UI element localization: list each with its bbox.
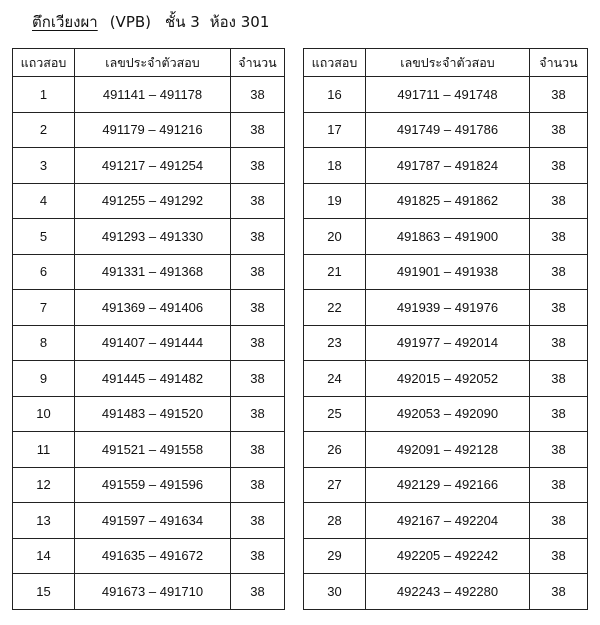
row-number-cell: 23 <box>304 325 366 361</box>
seat-range-cell: 491787 – 491824 <box>366 148 530 184</box>
table-row <box>304 503 588 539</box>
row-number-cell: 16 <box>304 77 366 113</box>
row-number-cell: 15 <box>13 574 75 610</box>
row-number-cell: 7 <box>13 290 75 326</box>
seat-range-cell: 491825 – 491862 <box>366 183 530 219</box>
count-cell: 38 <box>530 148 588 184</box>
table-row <box>304 254 588 290</box>
seat-range-cell: 491673 – 491710 <box>75 574 231 610</box>
seat-range-cell: 491293 – 491330 <box>75 219 231 255</box>
table-body-right <box>304 77 588 610</box>
count-cell: 38 <box>231 574 285 610</box>
seat-range-cell: 491369 – 491406 <box>75 290 231 326</box>
seat-range-cell: 492167 – 492204 <box>366 503 530 539</box>
table-body-left <box>13 77 285 610</box>
row-number-cell: 28 <box>304 503 366 539</box>
building-code: (VPB) <box>109 13 152 31</box>
table-row <box>13 574 285 610</box>
row-number-cell: 8 <box>13 325 75 361</box>
count-cell: 38 <box>231 538 285 574</box>
seat-range-cell: 492129 – 492166 <box>366 467 530 503</box>
row-number-cell: 18 <box>304 148 366 184</box>
row-number-cell: 20 <box>304 219 366 255</box>
table-row <box>13 148 285 184</box>
table-row <box>13 432 285 468</box>
table-row <box>13 396 285 432</box>
column-header-count: จำนวน <box>231 49 285 77</box>
seat-range-cell: 491559 – 491596 <box>75 467 231 503</box>
table-row <box>304 361 588 397</box>
table-row <box>304 112 588 148</box>
count-cell: 38 <box>231 254 285 290</box>
table-header-row <box>304 49 588 77</box>
row-number-cell: 21 <box>304 254 366 290</box>
count-cell: 38 <box>231 112 285 148</box>
row-number-cell: 2 <box>13 112 75 148</box>
column-header-seat-range: เลขประจำตัวสอบ <box>75 49 231 77</box>
count-cell: 38 <box>530 361 588 397</box>
seat-range-cell: 491711 – 491748 <box>366 77 530 113</box>
column-header-seat-range: เลขประจำตัวสอบ <box>366 49 530 77</box>
count-cell: 38 <box>231 503 285 539</box>
row-number-cell: 29 <box>304 538 366 574</box>
seat-range-cell: 491939 – 491976 <box>366 290 530 326</box>
seat-range-cell: 491863 – 491900 <box>366 219 530 255</box>
count-cell: 38 <box>530 503 588 539</box>
seat-range-cell: 491179 – 491216 <box>75 112 231 148</box>
seat-range-cell: 491217 – 491254 <box>75 148 231 184</box>
table-row <box>13 467 285 503</box>
table-row <box>304 77 588 113</box>
page-header <box>32 10 269 34</box>
table-row <box>13 219 285 255</box>
count-cell: 38 <box>530 77 588 113</box>
row-number-cell: 24 <box>304 361 366 397</box>
row-number-cell: 27 <box>304 467 366 503</box>
row-number-cell: 4 <box>13 183 75 219</box>
count-cell: 38 <box>530 396 588 432</box>
seat-range-cell: 491483 – 491520 <box>75 396 231 432</box>
seat-range-cell: 491407 – 491444 <box>75 325 231 361</box>
table-row <box>13 77 285 113</box>
count-cell: 38 <box>231 325 285 361</box>
seat-range-cell: 492205 – 492242 <box>366 538 530 574</box>
table-header-row <box>13 49 285 77</box>
count-cell: 38 <box>530 574 588 610</box>
seating-table-right <box>303 48 588 610</box>
table-row <box>304 290 588 326</box>
count-cell: 38 <box>530 183 588 219</box>
count-cell: 38 <box>530 432 588 468</box>
count-cell: 38 <box>231 219 285 255</box>
count-cell: 38 <box>231 77 285 113</box>
seating-table-left <box>12 48 285 610</box>
count-cell: 38 <box>530 112 588 148</box>
table-row <box>13 361 285 397</box>
row-number-cell: 5 <box>13 219 75 255</box>
seat-range-cell: 491597 – 491634 <box>75 503 231 539</box>
row-number-cell: 1 <box>13 77 75 113</box>
seat-range-cell: 491635 – 491672 <box>75 538 231 574</box>
row-number-cell: 3 <box>13 148 75 184</box>
row-number-cell: 30 <box>304 574 366 610</box>
row-number-cell: 13 <box>13 503 75 539</box>
seat-range-cell: 491255 – 491292 <box>75 183 231 219</box>
seat-range-cell: 492243 – 492280 <box>366 574 530 610</box>
seat-range-cell: 491331 – 491368 <box>75 254 231 290</box>
column-header-row: แถวสอบ <box>13 49 75 77</box>
row-number-cell: 25 <box>304 396 366 432</box>
seat-range-cell: 491521 – 491558 <box>75 432 231 468</box>
table-row <box>304 396 588 432</box>
count-cell: 38 <box>231 148 285 184</box>
table-row <box>13 503 285 539</box>
count-cell: 38 <box>231 290 285 326</box>
row-number-cell: 10 <box>13 396 75 432</box>
seat-range-cell: 491749 – 491786 <box>366 112 530 148</box>
row-number-cell: 11 <box>13 432 75 468</box>
row-number-cell: 6 <box>13 254 75 290</box>
table-row <box>13 290 285 326</box>
table-row <box>304 183 588 219</box>
table-row <box>13 254 285 290</box>
count-cell: 38 <box>530 467 588 503</box>
floor-label: ชั้น 3 <box>165 13 200 31</box>
seat-range-cell: 492015 – 492052 <box>366 361 530 397</box>
row-number-cell: 19 <box>304 183 366 219</box>
seat-range-cell: 491977 – 492014 <box>366 325 530 361</box>
row-number-cell: 17 <box>304 112 366 148</box>
seat-range-cell: 491901 – 491938 <box>366 254 530 290</box>
count-cell: 38 <box>231 467 285 503</box>
row-number-cell: 22 <box>304 290 366 326</box>
seat-range-cell: 492053 – 492090 <box>366 396 530 432</box>
row-number-cell: 12 <box>13 467 75 503</box>
column-header-count: จำนวน <box>530 49 588 77</box>
table-row <box>304 148 588 184</box>
table-row <box>304 467 588 503</box>
table-row <box>13 538 285 574</box>
count-cell: 38 <box>231 396 285 432</box>
count-cell: 38 <box>530 219 588 255</box>
seat-range-cell: 491141 – 491178 <box>75 77 231 113</box>
row-number-cell: 9 <box>13 361 75 397</box>
count-cell: 38 <box>530 538 588 574</box>
seat-range-cell: 492091 – 492128 <box>366 432 530 468</box>
row-number-cell: 26 <box>304 432 366 468</box>
table-row <box>304 219 588 255</box>
building-name: ตึกเวียงผา <box>32 13 98 31</box>
table-row <box>304 574 588 610</box>
room-label: ห้อง 301 <box>209 13 270 31</box>
column-header-row: แถวสอบ <box>304 49 366 77</box>
row-number-cell: 14 <box>13 538 75 574</box>
seat-range-cell: 491445 – 491482 <box>75 361 231 397</box>
count-cell: 38 <box>231 361 285 397</box>
count-cell: 38 <box>530 325 588 361</box>
table-row <box>304 432 588 468</box>
table-row <box>304 325 588 361</box>
table-row <box>13 112 285 148</box>
table-row <box>304 538 588 574</box>
table-row <box>13 325 285 361</box>
count-cell: 38 <box>530 290 588 326</box>
count-cell: 38 <box>530 254 588 290</box>
count-cell: 38 <box>231 183 285 219</box>
table-row <box>13 183 285 219</box>
count-cell: 38 <box>231 432 285 468</box>
